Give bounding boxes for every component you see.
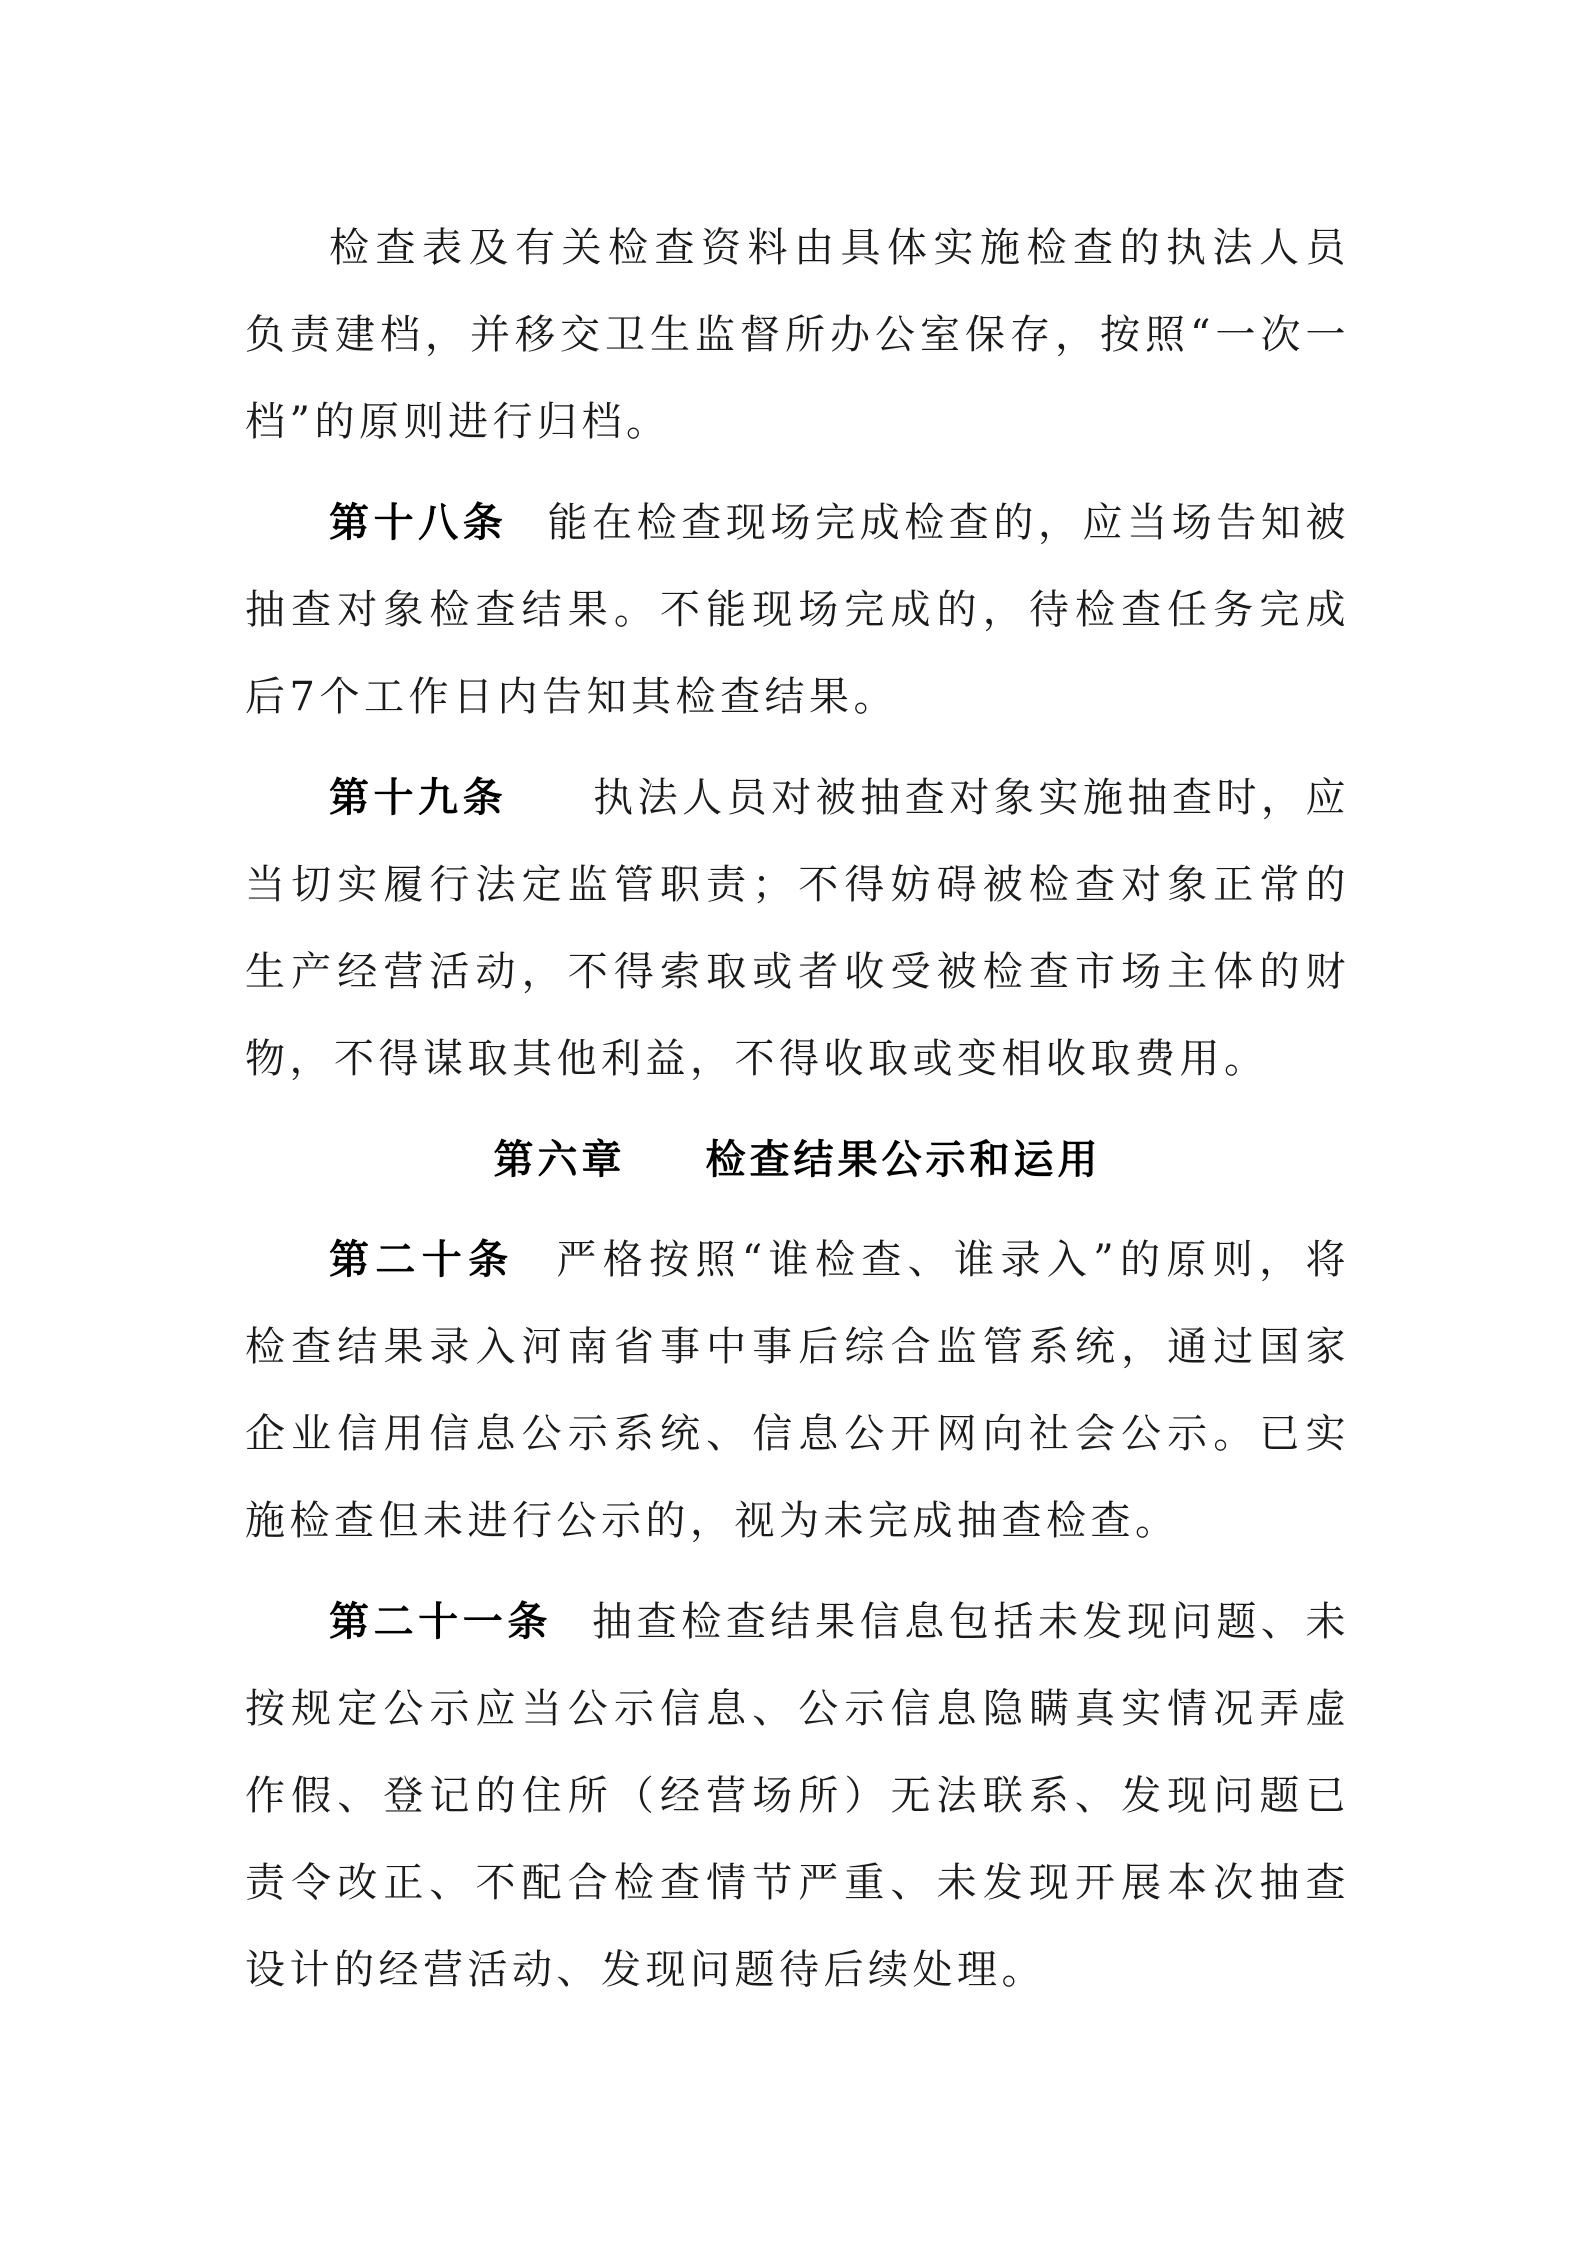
article-21	[245, 1578, 1350, 2014]
article-number: 第十八条	[329, 499, 508, 546]
article-text: 执法人员对被抽查对象实施抽查时，应当切实履行法定监管职责；不得妨碍被检查对象正常的生产经营活动，不得索取或者收受被检查市场主体的财物，不得谋取其他利益，不得收取或变相收取费用。	[245, 775, 1351, 1082]
article-text: 抽查检查结果信息包括未发现问题、未按规定公示应当公示信息、公示信息隐瞒真实情况弄虚作假、登记的住所（经营场所）无法联系、发现问题已责令改正、不配合检查情节严重、未发现开展本次抽查设计的经营活动、发现问题待后续处理。	[245, 1599, 1351, 1993]
article-19	[245, 754, 1350, 1103]
paragraph-text: 检查表及有关检查资料由具体实施检查的执法人员负责建档，并移交卫生监督所办公室保存，按照“一次一档”的原则进行归档。	[245, 225, 1350, 445]
document-page	[245, 205, 1350, 2027]
article-text: 严格按照“谁检查、谁录入”的原则，将检查结果录入河南省事中事后综合监管系统，通过国家企业信用信息公示系统、信息公开网向社会公示。已实施检查但未进行公示的，视为未完成抽查检查。	[245, 1237, 1351, 1544]
chapter-title: 检查结果公示和运用	[705, 1136, 1102, 1183]
article-20	[245, 1216, 1350, 1565]
article-text: 能在检查现场完成检查的，应当场告知被抽查对象检查结果。不能现场完成的，待检查任务完成后7个工作日内告知其检查结果。	[245, 500, 1351, 720]
article-number: 第二十条	[329, 1236, 515, 1283]
article-18	[245, 479, 1350, 741]
chapter-heading	[245, 1116, 1350, 1203]
paragraph-archiving	[245, 205, 1350, 466]
article-number: 第二十一条	[329, 1598, 552, 1645]
chapter-number: 第六章	[493, 1136, 626, 1183]
article-number: 第十九条	[329, 774, 508, 821]
